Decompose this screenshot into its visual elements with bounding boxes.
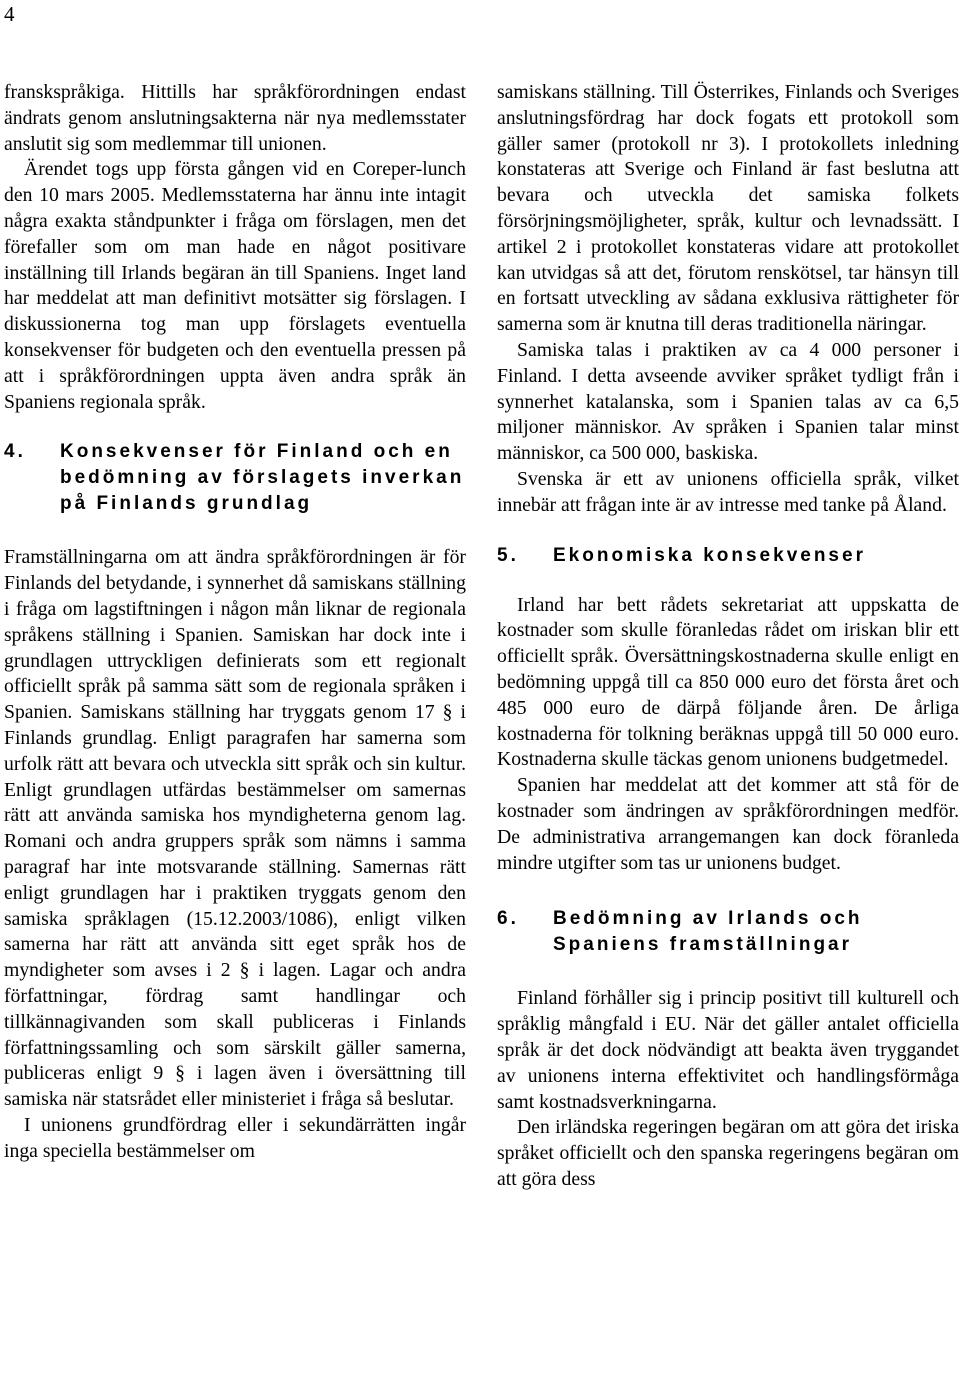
section-title: Konsekvenser för Finland och en bedömning av förslagets inverkan på Finlands grundlag <box>60 441 465 515</box>
paragraph-treaty-provisions: I unionens grundfördrag eller i sekundärrätten ingår inga speciella bestämmelser om <box>4 1113 466 1162</box>
paragraph-sami-speakers: Samiska talas i praktiken av ca 4 000 personer i Finland. I detta avseende avviker språket tydligt från i synnerhet katalanska, som i Spanien talas av ca 6,5 miljoner människor. Av språken i Spanien talar minst människor, ca 500 000, baskiska. <box>497 338 959 465</box>
paragraph-consequences-finland: Framställningarna om att ändra språkförordningen är för Finlands del betydande, i synnerhet då samiskans ställning i fråga om lagstiftningen i någon mån liknar de regionala språkens ställning i Spanien. Samiskan har dock inte i grundlagen uttryckligen definierats som ett regionalt officiellt språk på samma sätt som de regionala språken i Spanien. Samiskans ställning har tryggats genom 17 § i Finlands grundlag. Enligt paragrafen har samerna som urfolk rätt att bevara och utveckla sitt språk och sin kultur. Enligt grundlagen utfärdas bestämmelser om samernas rätt att använda samiska hos myndigheterna genom lag. Romani och andra gruppers språk som nämns i samma paragraf har inte motsvarande ställning. Samernas rätt enligt grundlagen har i praktiken tryggats genom den samiska språklagen (15.12.2003/1086), enligt vilken samerna har rätt att använda sitt eget språk hos de myndigheter som avses i 2 § i lagen. Lagar och andra författningar, fördrag samt handlingar och tillkännagivanden som skall publiceras i Finlands författningssamling och som särskilt gäller samerna, publiceras enligt 9 § i lagen även i översättning till samiska när statsrådet eller ministeriet i fråga så beslutar. <box>4 546 466 1111</box>
paragraph-ireland-costs: Irland har bett rådets sekretariat att uppskatta de kostnader som skulle föranledas rådet om iriskan blir ett officiellt språk. Översättningskostnaderna skulle enligt en bedömning uppgå till ca 850 000 euro det första året och 485 000 euro de därpå följande åren. De årliga kostnaderna för tolkning beräknas uppgå till 50 000 euro. Kostnaderna skulle täckas genom unionens budgetmedel. <box>497 593 959 771</box>
paragraph-swedish-aland: Svenska är ett av unionens officiella språk, vilket innebär att frågan inte är av intresse med tanke på Åland. <box>497 467 959 516</box>
paragraph-language-regulation: franskspråkiga. Hittills har språkförordningen endast ändrats genom anslutningsakterna när nya medlemsstater anslutit sig som medlemmar till unionen. <box>4 81 466 155</box>
paragraph-coreper-lunch: Ärendet togs upp första gången vid en Coreper-lunch den 10 mars 2005. Medlemsstaterna har ännu inte intagit några exakta ståndpunkter i fråga om förslagen, men det förefaller som om man hade en något positivare inställning till Irlands begäran än till Spaniens. Inget land har meddelat att man definitivt motsätter sig förslagen. I diskussionerna tog man upp förslagets eventuella konsekvenser för budgeten och den eventuella pressen på att i språkförordningen uppta även andra språk än Spaniens regionala språk. <box>4 158 466 413</box>
right-column <box>497 80 959 1193</box>
section-title: Ekonomiska konsekvenser <box>553 544 866 566</box>
section-heading-4 <box>4 439 466 517</box>
section-heading-5 <box>497 543 959 569</box>
section-number: 6. <box>497 908 519 930</box>
paragraph-finland-position: Finland förhåller sig i princip positivt till kulturell och språklig mångfald i EU. När det gäller antalet officiella språk är det dock nödvändigt att beakta även tryggandet av unionens interna effektivitet och handlingsförmåga samt kostnadsverkningarna. <box>497 987 959 1113</box>
paragraph-irish-request: Den irländska regeringen begäran om att göra det iriska språket officiellt och den spanska regeringens begäran om att göra dess <box>497 1116 959 1190</box>
paragraph-sami-protocol: samiskans ställning. Till Österrikes, Finlands och Sveriges anslutningsfördrag har dock fogats ett protokoll som gäller samer (protokoll nr 3). I protokollets inledning konstateras att Sverige och Finland är fast beslutna att bevara och utveckla det samiska folkets försörjningsmöjligheter, språk, kultur och levnadssätt. I artikel 2 i protokollet konstateras vidare att protokollet kan utvidgas så att det, förutom renskötsel, tar hänsyn till en fortsatt utveckling av sådana exklusiva rättigheter för samerna som är knutna till deras traditionella näringar. <box>497 81 959 336</box>
section-heading-6 <box>497 906 959 958</box>
section-title: Bedömning av Irlands och Spaniens framställningar <box>553 908 863 956</box>
paragraph-spain-costs: Spanien har meddelat att det kommer att stå för de kostnader som ändringen av språkförordningen medför. De administrativa arrangemangen kan dock föranleda mindre utgifter som tas ur unionens budget. <box>497 774 959 874</box>
left-column <box>4 80 466 1164</box>
page-number: 4 <box>4 2 15 26</box>
section-number: 4. <box>4 441 26 463</box>
section-number: 5. <box>497 544 519 566</box>
